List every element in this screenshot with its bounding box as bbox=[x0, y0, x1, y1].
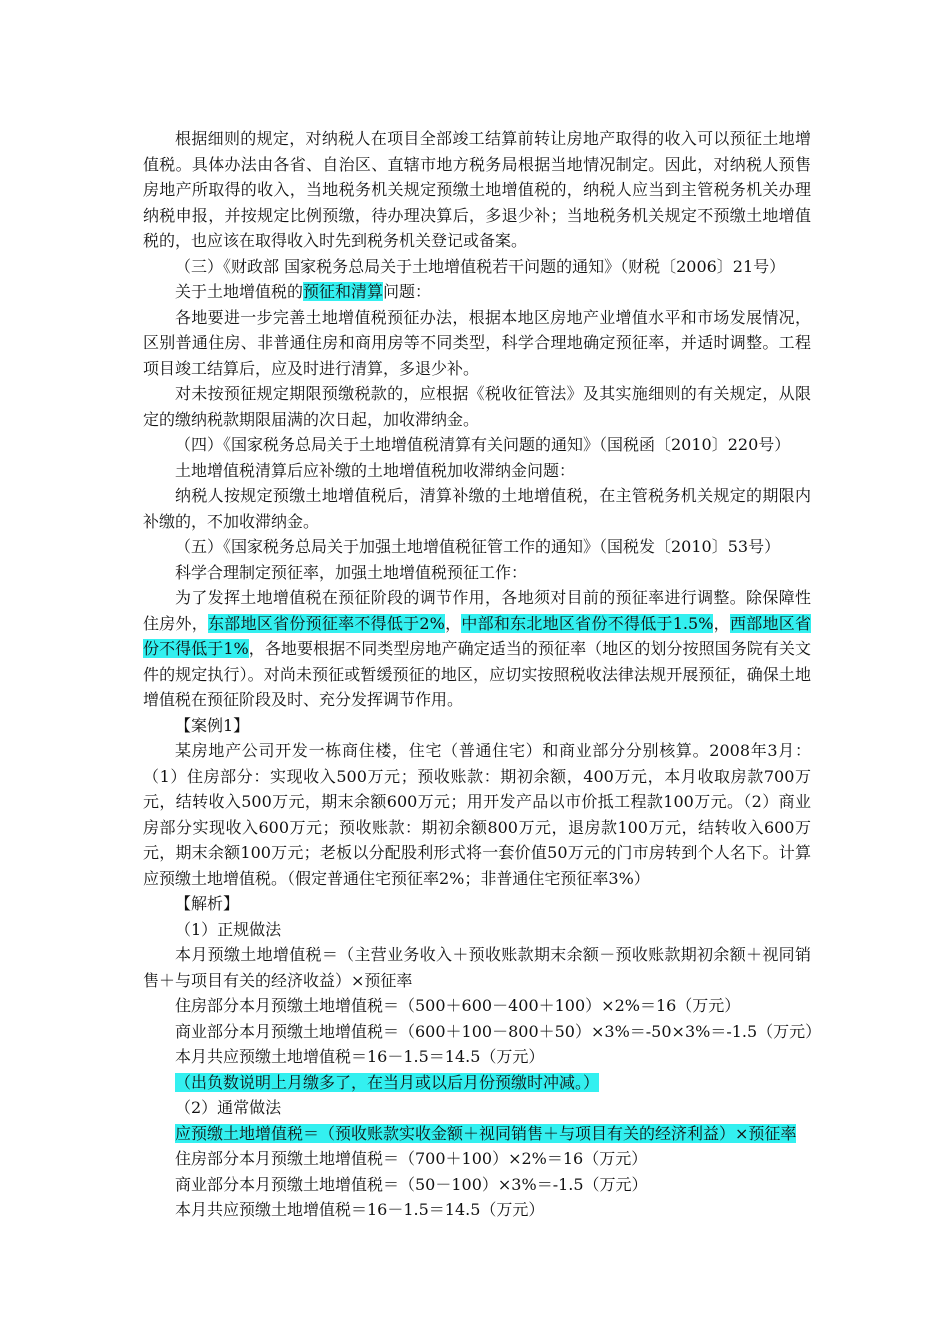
highlight-text: 预征和清算 bbox=[303, 282, 384, 301]
method-2-title: （2）通常做法 bbox=[175, 1098, 282, 1117]
highlight-note: （出负数说明上月缴多了，在当月或以后月份预缴时冲减。） bbox=[175, 1072, 600, 1092]
highlight-west-rate: 西部地区省份不得低于1% bbox=[143, 613, 811, 658]
section-3-subheading bbox=[143, 279, 811, 305]
paragraph-3a: 各地要进一步完善土地增值税预征办法，根据本地区房地产业增值水平和市场发展情况，区别普通住房、非普通住房和商用房等不同类型，科学合理地确定预征率，并适时调整。工程项目竣工结算后，应及时进行清算，多退少补。 bbox=[143, 307, 811, 378]
method-1-note bbox=[143, 1070, 811, 1096]
section-heading-3: （三）《财政部 国家税务总局关于土地增值税若干问题的通知》（财税〔2006〕21号） bbox=[175, 256, 786, 276]
section-5-subheading: 科学合理制定预征率，加强土地增值税预征工作： bbox=[175, 562, 528, 582]
method-2-commercial: 商业部分本月预缴土地增值税＝（50－100）×3%＝-1.5（万元） bbox=[175, 1174, 648, 1194]
method-1-title: （1）正规做法 bbox=[175, 919, 282, 939]
highlight-central-rate: 中部和东北地区省份不得低于1.5% bbox=[461, 613, 714, 633]
case-title: 【案例1】 bbox=[175, 715, 250, 735]
document-body bbox=[143, 126, 822, 1223]
section-heading-4: （四）《国家税务总局关于土地增值税清算有关问题的通知》（国税函〔2010〕220号） bbox=[175, 435, 791, 454]
method-1-residential: 住房部分本月预缴土地增值税＝（500＋600－400＋100）×2%＝16（万元） bbox=[175, 996, 741, 1015]
method-1-formula: 本月预缴土地增值税＝（主营业务收入＋预收账款期末余额－预收账款期初余额＋视同销售＋与项目有关的经济收益）×预征率 bbox=[143, 945, 811, 990]
text: 关于土地增值税的 bbox=[175, 282, 304, 301]
method-1-total: 本月共应预缴土地增值税＝16－1.5＝14.5（万元） bbox=[175, 1047, 545, 1066]
highlight-east-rate: 东部地区省份预征率不得低于2% bbox=[208, 613, 445, 633]
text: 为了发挥土地增值税在预征阶段的调节作用，各地须对目前的预征率进行调整。除保障性住房外， bbox=[143, 588, 811, 633]
section-heading-5: （五）《国家税务总局关于加强土地增值税征管工作的通知》（国税发〔2010〕53号） bbox=[175, 537, 781, 556]
paragraph-4: 纳税人按规定预缴土地增值税后，清算补缴的土地增值税，在主管税务机关规定的期限内补缴的，不加收滞纳金。 bbox=[143, 486, 811, 531]
method-1-commercial: 商业部分本月预缴土地增值税＝（600＋100－800＋50）×3%＝-50×3%＝-1.5（万元） bbox=[175, 1021, 822, 1041]
text: ，各地要根据不同类型房地产确定适当的预征率（地区的划分按照国务院有关文件的规定执行）。对尚未预征或暂缓预征的地区，应切实按照税收法律法规开展预征，确保土地增值税在预征阶段及时、充分发挥调节作用。 bbox=[143, 639, 811, 709]
method-2-total: 本月共应预缴土地增值税＝16－1.5＝14.5（万元） bbox=[175, 1200, 545, 1219]
analysis-title: 【解析】 bbox=[175, 894, 240, 913]
paragraph-intro: 根据细则的规定，对纳税人在项目全部竣工结算前转让房地产取得的收入可以预征土地增值税。具体办法由各省、自治区、直辖市地方税务局根据当地情况制定。因此，对纳税人预售房地产所取得的收入，当地税务机关规定预缴土地增值税的，纳税人应当到主管税务机关办理纳税申报，并按规定比例预缴，待办理决算后，多退少补；当地税务机关规定不预缴土地增值税的，也应该在取得收入时先到税务机关登记或备案。 bbox=[143, 129, 811, 250]
paragraph-5 bbox=[143, 585, 811, 713]
method-2-formula bbox=[143, 1121, 811, 1147]
method-2-residential: 住房部分本月预缴土地增值税＝（700＋100）×2%＝16（万元） bbox=[175, 1149, 648, 1168]
text: 问题： bbox=[383, 282, 432, 301]
highlight-formula: 应预缴土地增值税＝（预收账款实收金额＋视同销售＋与项目有关的经济利益）×预征率 bbox=[175, 1123, 797, 1143]
text: ， bbox=[444, 613, 462, 633]
text: ， bbox=[713, 613, 730, 633]
section-4-subheading: 土地增值税清算后应补缴的土地增值税加收滞纳金问题： bbox=[175, 460, 576, 480]
case-body: 某房地产公司开发一栋商住楼，住宅（普通住宅）和商业部分分别核算。2008年3月：（1）住房部分：实现收入500万元；预收账款：期初余额，400万元，本月收取房款700万元，结转收入500万元，期末余额600万元；用开发产品以市价抵工程款100万元。（2）商业房部分实现收入600万元；预收账款：期初余额800万元，退房款100万元，结转收入600万元，期末余额100万元；老板以分配股利形式将一套价值50万元的门市房转到个人名下。计算应预缴土地增值税。（假定普通住宅预征率2%；非普通住宅预征率3%） bbox=[143, 741, 811, 888]
paragraph-3b: 对未按预征规定期限预缴税款的，应根据《税收征管法》及其实施细则的有关规定，从限定的缴纳税款期限届满的次日起，加收滞纳金。 bbox=[143, 384, 811, 429]
